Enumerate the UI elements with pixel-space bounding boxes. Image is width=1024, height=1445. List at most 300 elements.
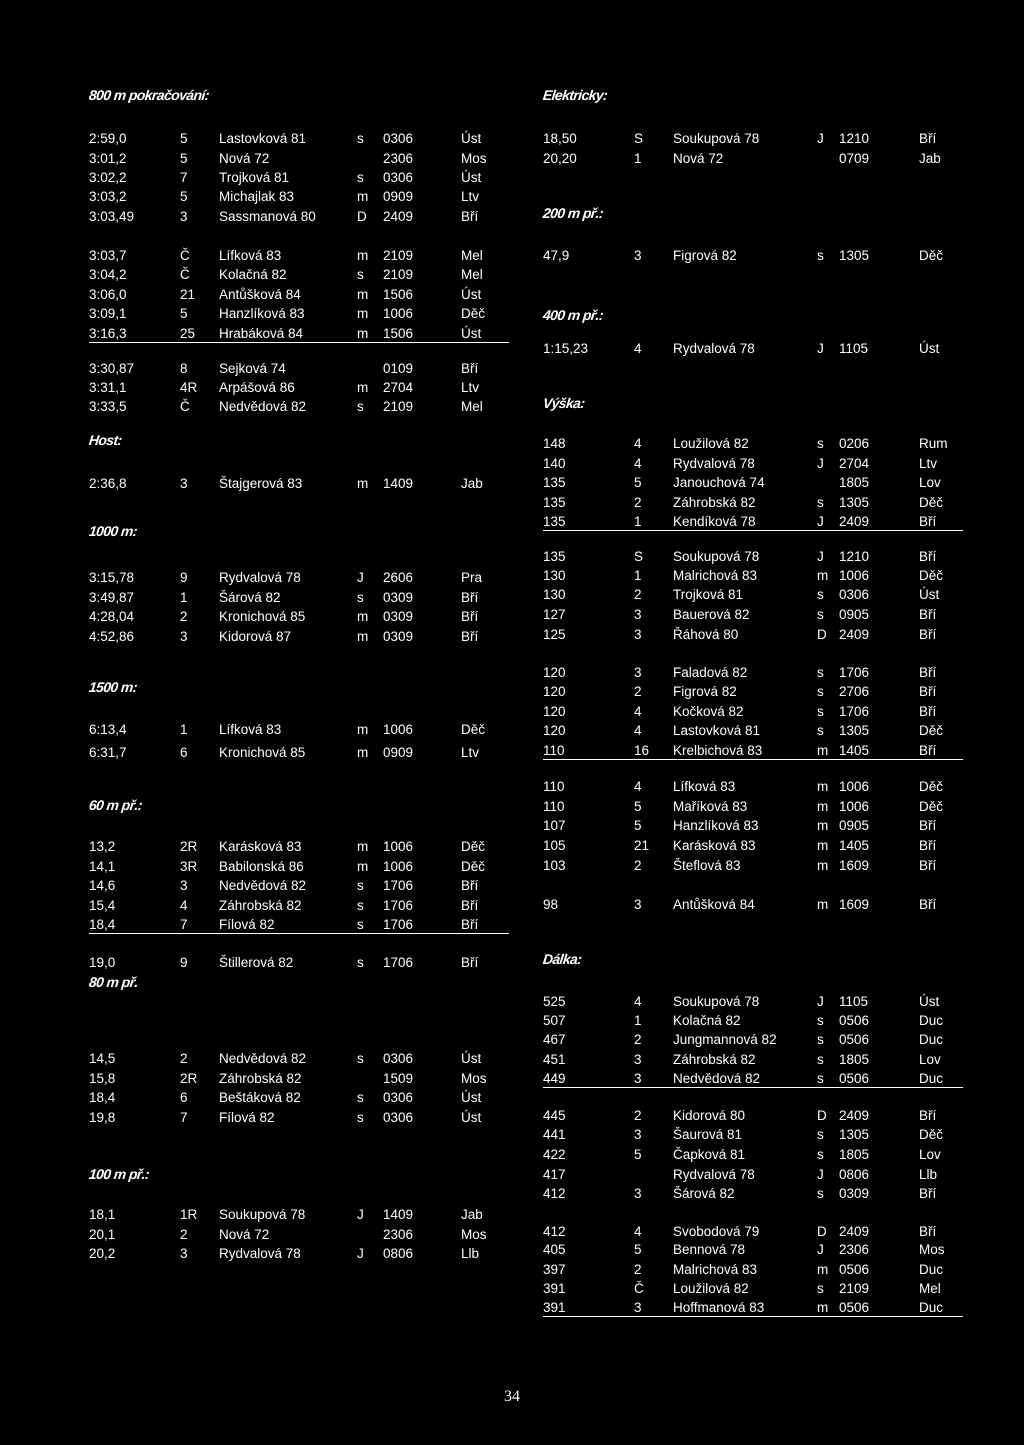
place: Jab xyxy=(461,1207,483,1222)
place: Úst xyxy=(461,287,482,302)
athlete-name: Šaurová 81 xyxy=(673,1127,743,1142)
section-heading-host: Host: xyxy=(88,432,123,448)
result-row xyxy=(89,916,509,934)
placement: 8 xyxy=(180,361,188,376)
category: s xyxy=(357,955,364,970)
placement: 2 xyxy=(180,609,188,624)
placement: 3 xyxy=(634,248,642,263)
section-heading-60-m-pr: 60 m př.: xyxy=(88,797,143,813)
athlete-name: Nová 72 xyxy=(673,151,724,166)
category: m xyxy=(817,838,829,853)
result-value: 3:04,2 xyxy=(89,267,127,282)
placement: 4 xyxy=(634,436,642,451)
date: 1105 xyxy=(839,994,869,1009)
result-value: 467 xyxy=(543,1032,566,1047)
category: J xyxy=(817,514,824,529)
result-row xyxy=(543,1070,963,1088)
category: J xyxy=(817,1242,824,1257)
date: 1305 xyxy=(839,248,870,263)
place: Mel xyxy=(461,248,483,263)
result-row xyxy=(543,494,963,511)
result-row xyxy=(543,1280,963,1297)
date: 1210 xyxy=(839,549,870,564)
date: 2704 xyxy=(839,456,870,471)
date: 1805 xyxy=(839,475,870,490)
date: 0306 xyxy=(383,1110,414,1125)
placement: 3 xyxy=(180,878,188,893)
date: 1405 xyxy=(839,838,870,853)
result-value: 98 xyxy=(543,897,559,912)
result-value: 3:01,2 xyxy=(89,151,127,166)
category: m xyxy=(357,839,369,854)
place: Lov xyxy=(919,475,941,490)
result-row xyxy=(89,208,509,225)
category: J xyxy=(357,1246,364,1261)
place: Llb xyxy=(461,1246,480,1261)
date: 1006 xyxy=(383,306,414,321)
result-row xyxy=(543,1031,963,1048)
placement: 2R xyxy=(180,839,198,854)
date: 1805 xyxy=(839,1147,870,1162)
result-row xyxy=(543,778,963,795)
result-row xyxy=(543,837,963,854)
category: m xyxy=(357,476,369,491)
placement: 5 xyxy=(634,818,642,833)
athlete-name: Loužilová 82 xyxy=(673,1281,749,1296)
result-row xyxy=(89,744,509,761)
place: Úst xyxy=(461,1090,482,1105)
place: Bří xyxy=(919,684,937,699)
category: s xyxy=(817,665,824,680)
category: s xyxy=(817,1147,824,1162)
place: Mel xyxy=(461,267,483,282)
result-value: 13,2 xyxy=(89,839,116,854)
category: J xyxy=(817,994,824,1009)
place: Bří xyxy=(461,361,479,376)
result-row xyxy=(89,1109,509,1126)
athlete-name: Lífková 83 xyxy=(219,722,282,737)
placement: Č xyxy=(180,399,190,414)
section-heading-vyska: Výška: xyxy=(542,395,586,411)
athlete-name: Záhrobská 82 xyxy=(219,898,302,913)
category: s xyxy=(817,1052,824,1067)
category: J xyxy=(817,456,824,471)
category: s xyxy=(817,587,824,602)
placement: 1 xyxy=(634,514,642,529)
result-value: 391 xyxy=(543,1281,566,1296)
result-value: 4:52,86 xyxy=(89,629,135,644)
athlete-name: Figrová 82 xyxy=(673,248,737,263)
section-heading-1500-m: 1500 m: xyxy=(88,679,138,695)
result-value: 105 xyxy=(543,838,566,853)
category: m xyxy=(357,189,369,204)
place: Ltv xyxy=(919,456,938,471)
category: m xyxy=(357,745,369,760)
date: 1006 xyxy=(839,799,870,814)
category: s xyxy=(817,436,824,451)
athlete-name: Záhrobská 82 xyxy=(673,495,756,510)
place: Děč xyxy=(919,568,944,583)
category: s xyxy=(357,1090,364,1105)
place: Bří xyxy=(919,838,937,853)
result-row xyxy=(543,1051,963,1068)
place: Děč xyxy=(919,779,944,794)
date: 2409 xyxy=(839,514,870,529)
category: s xyxy=(357,399,364,414)
category: s xyxy=(357,878,364,893)
result-value: 120 xyxy=(543,684,566,699)
placement: 2 xyxy=(634,1108,642,1123)
date: 0109 xyxy=(383,361,414,376)
place: Duc xyxy=(919,1032,944,1047)
result-value: 3:49,87 xyxy=(89,590,135,605)
date: 1706 xyxy=(383,917,414,932)
place: Děč xyxy=(919,799,944,814)
result-value: 405 xyxy=(543,1242,566,1257)
place: Děč xyxy=(919,723,944,738)
athlete-name: Lífková 83 xyxy=(219,248,282,263)
athlete-name: Svobodová 79 xyxy=(673,1224,760,1239)
result-row xyxy=(89,1226,509,1243)
category: J xyxy=(817,549,824,564)
date: 2109 xyxy=(383,248,414,263)
date: 1609 xyxy=(839,897,870,912)
placement: 5 xyxy=(634,1147,642,1162)
result-row xyxy=(543,455,963,472)
result-value: 3:31,1 xyxy=(89,380,127,395)
place: Děč xyxy=(919,495,944,510)
athlete-name: Kendíková 78 xyxy=(673,514,756,529)
athlete-name: Trojková 81 xyxy=(673,587,744,602)
result-row xyxy=(89,897,509,914)
athlete-name: Nedvědová 82 xyxy=(673,1071,761,1086)
result-value: 103 xyxy=(543,858,566,873)
date: 2409 xyxy=(839,627,870,642)
placement: 5 xyxy=(180,151,188,166)
placement: Č xyxy=(180,248,190,263)
result-row xyxy=(89,1089,509,1106)
category: m xyxy=(817,858,829,873)
date: 1805 xyxy=(839,1052,870,1067)
date: 0309 xyxy=(839,1186,870,1201)
date: 1706 xyxy=(383,878,414,893)
placement: 2 xyxy=(180,1051,188,1066)
category: s xyxy=(817,1186,824,1201)
placement: 4 xyxy=(634,994,642,1009)
date: 2706 xyxy=(839,684,870,699)
category: s xyxy=(357,267,364,282)
result-value: 110 xyxy=(543,779,565,794)
place: Bří xyxy=(919,1186,937,1201)
placement: S xyxy=(634,549,644,564)
place: Bří xyxy=(919,1108,937,1123)
placement: 3 xyxy=(180,629,188,644)
result-value: 18,4 xyxy=(89,917,116,932)
placement: 5 xyxy=(634,799,642,814)
result-value: 451 xyxy=(543,1052,566,1067)
result-row xyxy=(543,817,963,834)
place: Ltv xyxy=(461,189,480,204)
athlete-name: Karásková 83 xyxy=(673,838,756,853)
result-row xyxy=(543,247,963,264)
place: Lov xyxy=(919,1052,941,1067)
place: Jab xyxy=(919,151,941,166)
result-row xyxy=(89,379,509,396)
place: Bří xyxy=(461,955,479,970)
result-row xyxy=(89,266,509,283)
result-value: 14,1 xyxy=(89,859,116,874)
place: Bří xyxy=(919,131,937,146)
result-value: 507 xyxy=(543,1013,566,1028)
result-value: 3:03,7 xyxy=(89,248,127,263)
placement: 1R xyxy=(180,1207,198,1222)
date: 0306 xyxy=(383,1090,414,1105)
athlete-name: Malrichová 83 xyxy=(673,1262,758,1277)
result-value: 18,4 xyxy=(89,1090,116,1105)
athlete-name: Kidorová 87 xyxy=(219,629,292,644)
date: 0506 xyxy=(839,1262,870,1277)
result-row xyxy=(543,586,963,603)
placement: 3 xyxy=(634,627,642,642)
placement: 1 xyxy=(634,568,642,583)
place: Bří xyxy=(919,743,937,758)
date: 1506 xyxy=(383,326,414,341)
place: Mos xyxy=(461,1071,487,1086)
athlete-name: Štajgerová 83 xyxy=(219,476,303,491)
athlete-name: Kronichová 85 xyxy=(219,745,306,760)
result-row xyxy=(543,1166,963,1183)
result-value: 19,0 xyxy=(89,955,116,970)
category: m xyxy=(357,306,369,321)
place: Duc xyxy=(919,1013,944,1028)
result-value: 110 xyxy=(543,799,565,814)
date: 1305 xyxy=(839,723,870,738)
result-row xyxy=(89,360,509,377)
category: J xyxy=(817,341,824,356)
placement: 3 xyxy=(634,665,642,680)
place: Bří xyxy=(461,629,479,644)
place: Bří xyxy=(461,917,479,932)
athlete-name: Beštáková 82 xyxy=(219,1090,301,1105)
place: Ltv xyxy=(461,380,480,395)
category: m xyxy=(817,779,829,794)
placement: 2 xyxy=(634,1032,642,1047)
result-row xyxy=(89,398,509,415)
result-value: 3:03,49 xyxy=(89,209,135,224)
placement: 3 xyxy=(634,1071,642,1086)
result-row xyxy=(89,475,509,492)
date: 1706 xyxy=(383,898,414,913)
place: Pra xyxy=(461,570,483,585)
category: m xyxy=(357,287,369,302)
category: m xyxy=(357,380,369,395)
athlete-name: Rydvalová 78 xyxy=(219,570,301,585)
category: s xyxy=(357,917,364,932)
result-value: 20,20 xyxy=(543,151,577,166)
placement: 3 xyxy=(634,607,642,622)
result-value: 18,1 xyxy=(89,1207,116,1222)
category: s xyxy=(357,170,364,185)
athlete-name: Janouchová 74 xyxy=(673,475,765,490)
placement: 3 xyxy=(634,1300,642,1315)
result-value: 3:30,87 xyxy=(89,361,135,376)
result-value: 412 xyxy=(543,1186,566,1201)
athlete-name: Michajlak 83 xyxy=(219,189,295,204)
place: Úst xyxy=(461,131,482,146)
date: 1509 xyxy=(383,1071,414,1086)
place: Bří xyxy=(461,209,479,224)
athlete-name: Arpášová 86 xyxy=(219,380,295,395)
result-value: 15,4 xyxy=(89,898,116,913)
athlete-name: Bauerová 82 xyxy=(673,607,750,622)
place: Mos xyxy=(919,1242,945,1257)
placement: 2 xyxy=(634,587,642,602)
category: s xyxy=(817,1071,824,1086)
athlete-name: Lastovková 81 xyxy=(673,723,761,738)
result-row xyxy=(543,1223,963,1240)
section-heading-1000-m: 1000 m: xyxy=(88,523,138,539)
result-row xyxy=(89,169,509,186)
place: Llb xyxy=(919,1167,938,1182)
place: Ltv xyxy=(461,745,480,760)
category: s xyxy=(817,1281,824,1296)
placement: 7 xyxy=(180,917,188,932)
category: m xyxy=(357,248,369,263)
result-value: 135 xyxy=(543,514,566,529)
result-value: 2:36,8 xyxy=(89,476,127,491)
date: 1105 xyxy=(839,341,869,356)
date: 1706 xyxy=(383,955,414,970)
category: s xyxy=(817,1013,824,1028)
result-value: 445 xyxy=(543,1108,566,1123)
place: Bří xyxy=(919,858,937,873)
placement: 9 xyxy=(180,955,188,970)
place: Děč xyxy=(461,859,486,874)
result-row xyxy=(543,1146,963,1163)
date: 0206 xyxy=(839,436,870,451)
athlete-name: Bennová 78 xyxy=(673,1242,746,1257)
date: 0309 xyxy=(383,590,414,605)
athlete-name: Kolačná 82 xyxy=(673,1013,741,1028)
place: Děč xyxy=(461,306,486,321)
placement: 1 xyxy=(180,722,188,737)
athlete-name: Loužilová 82 xyxy=(673,436,749,451)
date: 0905 xyxy=(839,607,870,622)
result-value: 3:06,0 xyxy=(89,287,127,302)
date: 0309 xyxy=(383,609,414,624)
place: Bří xyxy=(919,818,937,833)
result-value: 391 xyxy=(543,1300,566,1315)
date: 2306 xyxy=(383,1227,414,1242)
result-value: 47,9 xyxy=(543,248,570,263)
place: Lov xyxy=(919,1147,941,1162)
page-number: 34 xyxy=(504,1388,520,1405)
result-value: 107 xyxy=(543,818,566,833)
athlete-name: Lastovková 81 xyxy=(219,131,307,146)
category: D xyxy=(817,1224,827,1239)
athlete-name: Karásková 83 xyxy=(219,839,302,854)
place: Bří xyxy=(461,878,479,893)
place: Bří xyxy=(919,665,937,680)
category: m xyxy=(817,1300,829,1315)
category: m xyxy=(817,743,829,758)
result-value: 14,5 xyxy=(89,1051,116,1066)
date: 1609 xyxy=(839,858,870,873)
result-value: 135 xyxy=(543,549,566,564)
result-row xyxy=(543,722,963,739)
athlete-name: Kolačná 82 xyxy=(219,267,287,282)
athlete-name: Záhrobská 82 xyxy=(219,1071,302,1086)
date: 1305 xyxy=(839,1127,870,1142)
athlete-name: Figrová 82 xyxy=(673,684,737,699)
result-value: 20,2 xyxy=(89,1246,116,1261)
result-value: 3:02,2 xyxy=(89,170,127,185)
result-value: 6:13,4 xyxy=(89,722,127,737)
athlete-name: Jungmannová 82 xyxy=(673,1032,777,1047)
athlete-name: Hanzlíková 83 xyxy=(219,306,305,321)
placement: 4 xyxy=(634,779,642,794)
place: Úst xyxy=(461,1051,482,1066)
place: Bří xyxy=(919,704,937,719)
date: 0806 xyxy=(839,1167,870,1182)
result-row xyxy=(89,569,509,586)
section-heading-100-m-pr: 100 m př.: xyxy=(88,1166,150,1182)
category: m xyxy=(357,722,369,737)
place: Děč xyxy=(919,1127,944,1142)
category: m xyxy=(357,609,369,624)
athlete-name: Fílová 82 xyxy=(219,917,275,932)
result-row xyxy=(89,1050,509,1067)
place: Bří xyxy=(919,897,937,912)
result-row xyxy=(543,1126,963,1143)
date: 0909 xyxy=(383,745,414,760)
athlete-name: Nová 72 xyxy=(219,151,270,166)
placement: 4 xyxy=(634,704,642,719)
athlete-name: Čapková 81 xyxy=(673,1147,746,1162)
place: Úst xyxy=(461,170,482,185)
result-value: 3:03,2 xyxy=(89,189,127,204)
athlete-name: Štillerová 82 xyxy=(219,955,294,970)
result-value: 110 xyxy=(543,743,565,758)
result-value: 1:15,23 xyxy=(543,341,589,356)
category: m xyxy=(817,818,829,833)
placement: 2 xyxy=(634,1262,642,1277)
date: 0306 xyxy=(383,131,414,146)
placement: 5 xyxy=(180,131,188,146)
result-row xyxy=(89,589,509,606)
athlete-name: Šteflová 83 xyxy=(673,858,741,873)
result-row xyxy=(543,742,963,760)
placement: 3 xyxy=(634,1052,642,1067)
date: 2109 xyxy=(383,399,414,414)
category: s xyxy=(817,1127,824,1142)
placement: 5 xyxy=(634,1242,642,1257)
result-row xyxy=(89,1070,509,1087)
place: Jab xyxy=(461,476,483,491)
result-value: 130 xyxy=(543,587,566,602)
placement: 4 xyxy=(634,456,642,471)
placement: 6 xyxy=(180,745,188,760)
place: Úst xyxy=(919,994,940,1009)
result-row xyxy=(543,474,963,491)
placement: 5 xyxy=(180,306,188,321)
result-row xyxy=(543,1261,963,1278)
athlete-name: Trojková 81 xyxy=(219,170,290,185)
placement: 3R xyxy=(180,859,198,874)
result-row xyxy=(89,877,509,894)
place: Mel xyxy=(919,1281,941,1296)
place: Bří xyxy=(461,609,479,624)
